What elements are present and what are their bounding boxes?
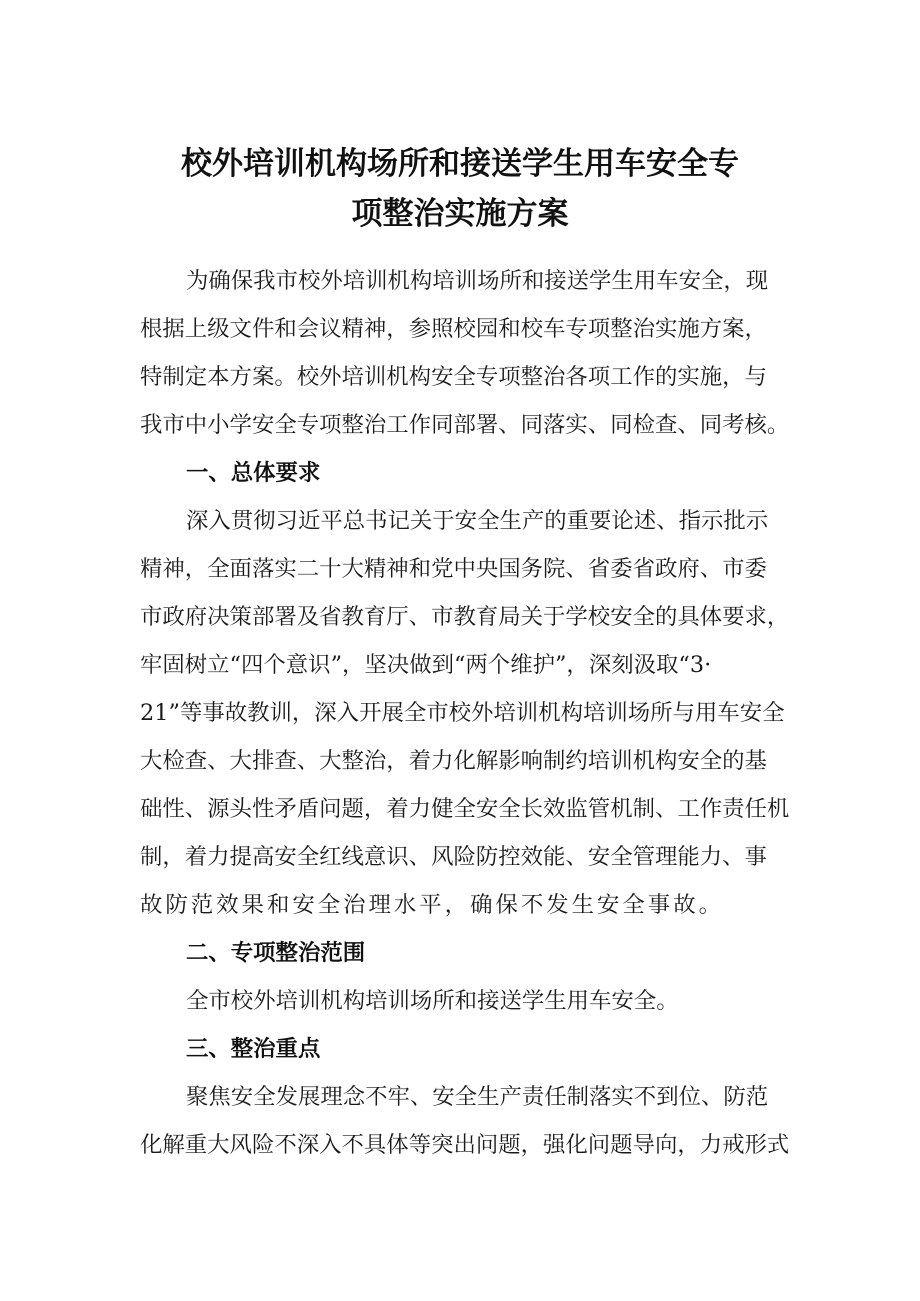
intro-line-2: 根据上级文件和会议精神，参照校园和校车专项整治实施方案， [140, 316, 767, 342]
section1-line-2: 精神，全面落实二十大精神和党中央国务院、省委省政府、市委 [140, 556, 767, 582]
document-title-line-1: 校外培训机构场所和接送学生用车安全专 [181, 146, 739, 182]
section-heading-scope: 二、专项整治范围 [186, 940, 366, 966]
section3-line-2: 化解重大风险不深入不具体等突出问题，强化问题导向，力戒形式 [140, 1132, 790, 1158]
section1-line-4: 牢固树立“四个意识”，坚决做到“两个维护”，深刻汲取“3· [140, 652, 712, 678]
section1-line-7: 础性、源头性矛盾问题，着力健全安全长效监管机制、工作责任机 [140, 796, 790, 822]
intro-line-4: 我市中小学安全专项整治工作同部署、同落实、同检查、同考核。 [140, 412, 790, 438]
section1-line-8: 制，着力提高安全红线意识、风险防控效能、安全管理能力、事 [140, 844, 767, 870]
section-heading-general-requirements: 一、总体要求 [186, 460, 321, 486]
document-title-line-2: 项整治实施方案 [351, 196, 569, 232]
section1-line-5: 21”等事故教训，深入开展全市校外培训机构培训场所与用车安全 [140, 700, 785, 726]
intro-line-3: 特制定本方案。校外培训机构安全专项整治各项工作的实施，与 [140, 364, 767, 390]
section-heading-key-points: 三、整治重点 [186, 1036, 321, 1062]
intro-line-1: 为确保我市校外培训机构培训场所和接送学生用车安全，现 [186, 268, 769, 294]
section2-line-1: 全市校外培训机构培训场所和接送学生用车安全。 [186, 988, 679, 1014]
section1-line-6: 大检查、大排查、大整治，着力化解影响制约培训机构安全的基 [140, 748, 767, 774]
section1-line-1: 深入贯彻习近平总书记关于安全生产的重要论述、指示批示 [186, 508, 769, 534]
section1-line-9: 故防范效果和安全治理水平，确保不发生安全事故。 [140, 892, 724, 918]
section3-line-1: 聚焦安全发展理念不牢、安全生产责任制落实不到位、防范 [186, 1084, 769, 1110]
section1-line-3: 市政府决策部署及省教育厅、市教育局关于学校安全的具体要求， [140, 604, 790, 630]
